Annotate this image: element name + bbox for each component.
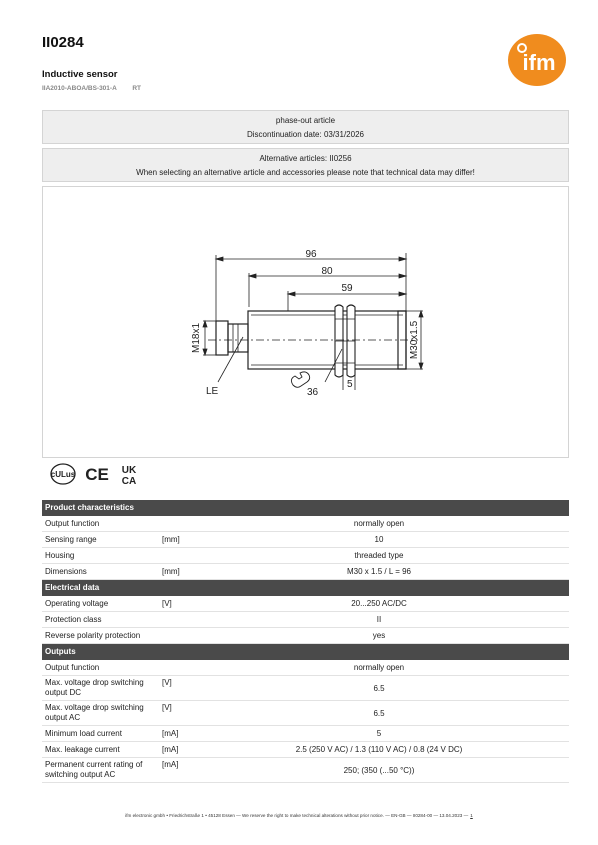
spec-label: Housing <box>45 550 75 560</box>
ce-icon <box>85 465 109 484</box>
svg-text:CA: CA <box>121 476 137 486</box>
spec-label: Reverse polarity protection <box>45 630 141 640</box>
spec-value: 5 <box>376 729 382 738</box>
suffix-code: RT <box>132 85 142 92</box>
spec-value: 250; (350 (...50 °C)) <box>343 765 415 775</box>
ukca-icon <box>122 465 137 486</box>
spec-unit <box>162 660 189 663</box>
phaseout-line1: phase-out article <box>275 116 336 125</box>
spec-row <box>42 701 569 726</box>
spec-value: normally open <box>353 663 405 672</box>
dim-80-label: 80 <box>321 266 333 277</box>
spec-row <box>42 596 569 612</box>
section-header: Electrical data <box>42 580 569 596</box>
dim-96-label: 96 <box>305 249 317 260</box>
section-header: Outputs <box>42 644 569 660</box>
dim-m30-label: M30x1.5 <box>409 320 420 360</box>
product-title: II0284 <box>42 34 84 51</box>
article-codes <box>42 85 141 92</box>
spec-value: 2.5 (250 V AC) / 1.3 (110 V AC) / 0.8 (24 V DC) <box>295 745 463 754</box>
spec-value: 6.5 <box>373 683 385 693</box>
dim-m18-label: M18x1 <box>191 322 202 354</box>
culus-icon <box>51 464 76 484</box>
phaseout-notice <box>42 110 569 144</box>
spec-unit <box>162 628 189 631</box>
spec-value: 6.5 <box>373 708 385 718</box>
spec-row <box>42 726 569 742</box>
spec-row <box>42 660 569 676</box>
spec-label: Output function <box>45 518 100 528</box>
spec-unit: [mA] <box>162 745 179 754</box>
spec-value: 20...250 AC/DC <box>351 599 407 608</box>
spec-label: Permanent current rating of switching output AC <box>45 760 143 779</box>
spec-label: Output function <box>45 662 100 672</box>
dimension-drawing <box>42 186 569 458</box>
spec-value: II <box>376 615 382 624</box>
spec-unit: [mm] <box>162 567 180 576</box>
ifm-logo <box>508 34 566 86</box>
spec-value: 10 <box>374 535 384 544</box>
section-header: Product characteristics <box>42 500 569 516</box>
spec-label: Dimensions <box>45 566 87 576</box>
spec-unit: [mA] <box>162 729 179 738</box>
spec-unit: [mA] <box>162 760 179 769</box>
svg-text:cULus: cULus <box>50 470 76 479</box>
le-label: LE <box>206 386 219 397</box>
spec-table <box>42 500 569 783</box>
dim-36-label: 36 <box>307 387 319 398</box>
spec-label: Max. leakage current <box>45 744 120 754</box>
spec-label: Operating voltage <box>45 598 109 608</box>
svg-text:CE: CE <box>85 465 109 484</box>
spec-row <box>42 532 569 548</box>
spec-row <box>42 548 569 564</box>
spec-row <box>42 758 569 783</box>
spec-row <box>42 564 569 580</box>
phaseout-line2: Discontinuation date: 03/31/2026 <box>247 130 364 139</box>
logo-text: ifm <box>522 50 556 75</box>
spec-label: Minimum load current <box>45 728 122 738</box>
spec-row <box>42 612 569 628</box>
spec-value: normally open <box>353 519 405 528</box>
spec-unit: [mm] <box>162 535 180 544</box>
alternative-line1: Alternative articles: II0256 <box>259 154 352 163</box>
spec-unit <box>162 612 189 615</box>
spec-label: Protection class <box>45 614 102 624</box>
spec-row <box>42 742 569 758</box>
spec-label: Max. voltage drop switching output DC <box>45 678 144 697</box>
spec-unit: [V] <box>162 703 172 712</box>
alternative-line2: When selecting an alternative article and accessories please note that technical data may differ! <box>136 168 475 177</box>
footer-text: ifm electronic gmbh • Friedrichstraße 1 • 45128 Essen — We reserve the right to make technical alterations without prior notice. — EN-GB — II0284-00 — 13.04.2023 — <box>125 813 469 818</box>
spec-label: Max. voltage drop switching output AC <box>45 703 144 722</box>
spec-value: M30 x 1.5 / L = 96 <box>347 567 411 576</box>
alternative-notice <box>42 148 569 182</box>
spec-value: threaded type <box>354 551 404 560</box>
spec-row <box>42 676 569 701</box>
spec-label: Sensing range <box>45 534 97 544</box>
certification-marks <box>50 462 150 486</box>
spec-unit <box>162 516 189 519</box>
dim-59-label: 59 <box>341 283 353 294</box>
page-number: 1 <box>470 813 473 818</box>
spec-row <box>42 628 569 644</box>
spec-value: yes <box>372 631 386 640</box>
spec-unit <box>162 548 189 551</box>
svg-text:UK: UK <box>121 465 137 476</box>
spec-unit: [V] <box>162 678 172 687</box>
spec-row <box>42 516 569 532</box>
article-code: IIA2010-ABOA/BS-301-A <box>42 85 117 92</box>
footer <box>0 813 598 818</box>
product-subtitle: Inductive sensor <box>42 69 118 80</box>
dim-5-label: 5 <box>347 379 353 390</box>
spec-unit: [V] <box>162 599 172 608</box>
